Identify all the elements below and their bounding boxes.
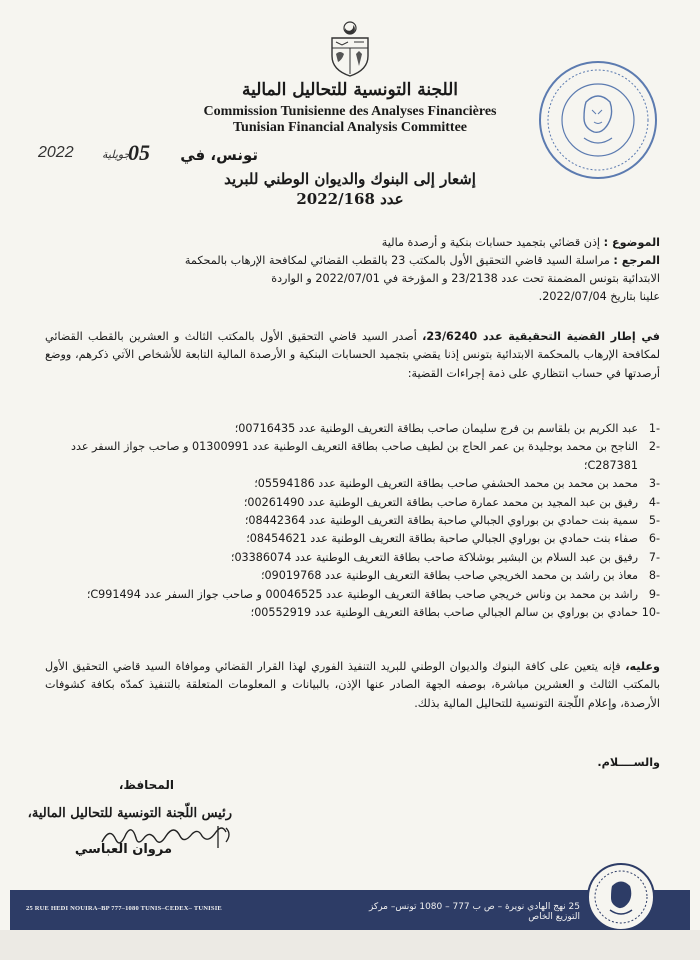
bottom-margin	[0, 930, 700, 960]
reference-cont-1: الابتدائية بتونس المضمنة تحت عدد 23/2138 و المؤرخة في 2022/07/01 و الواردة	[271, 272, 660, 285]
list-item-text: معاذ بن راشد بن محمد الخريجي صاحب بطاقة التعريف الوطنية عدد 09019768؛	[260, 569, 638, 583]
list-item-text: راشد بن محمد بن وناس خريجي صاحب بطاقة التعريف الوطنية عدد 00046525 و صاحب جواز السفر عدد C991494؛	[86, 587, 638, 601]
list-item-number: -6	[648, 532, 660, 546]
intro-text: أصدر السيد قاضي التحقيق الأول بالمكتب الثالث و العشرين بالقطب القضائي لمكافحة الإرهاب بالمحكمة الابتدائية بتونس إذنا يقضي بتجميد الحسابات البنكية و الأرصدة المالية التابعة للأشخاص الآتي ذكرهم، ووضع أرصدتها في حساب انتظاري على ذمة إجراءات القضية:	[45, 330, 660, 380]
subject-label: الموضوع :	[603, 236, 660, 249]
list-item-number: -2	[648, 440, 660, 454]
reference-text: مراسلة السيد قاضي التحقيق الأول بالمكتب 23 بالقطب القضائي لمكافحة الإرهاب بالمحكمة	[184, 254, 610, 267]
list-item-number: -10	[641, 606, 660, 620]
list-item-number: -3	[648, 477, 660, 491]
signatory-name: مروان العباسي	[74, 842, 172, 857]
intro-lead: في إطار القضية التحقيقية عدد 23/6240،	[422, 330, 660, 343]
list-item	[45, 530, 660, 548]
list-item-text: رفيق بن عبد المجيد بن محمد عمارة صاحب بطاقة التعريف الوطنية عدد 00261490؛	[243, 495, 638, 509]
date-place: تونس، في	[180, 146, 258, 164]
notice-title: إشعار إلى البنوك والديوان الوطني للبريد	[224, 170, 476, 188]
footer-seal-icon	[586, 862, 656, 932]
list-item-text: الناجح بن محمد بوجليدة بن عمر الحاج بن لطيف صاحب بطاقة التعريف الوطنية عدد 01300991 و صاحب جواز السفر عدد C287381؛	[70, 440, 638, 472]
list-item	[45, 512, 660, 530]
letter-date	[38, 140, 258, 168]
footer-address-french: 25 RUE HEDI NOUIRA–BP 777–1080 TUNIS–CEDEX– TUNISIE	[26, 905, 222, 912]
list-item	[45, 420, 660, 438]
list-item	[45, 494, 660, 512]
list-item-text: عبد الكريم بن بلقاسم بن فرج سليمان صاحب بطاقة التعريف الوطنية عدد 00716435؛	[234, 422, 638, 435]
list-item-text: صفاء بنت حمادي بن بوراوي الجبالي صاحبة بطاقة التعريف الوطنية عدد 08454621؛	[246, 532, 638, 546]
subject-text: إذن قضائي بتجميد حسابات بنكية و أرصدة مالية	[381, 236, 601, 249]
date-year: 2022	[38, 144, 74, 161]
committee-name-arabic: اللجنة التونسية للتحاليل المالية	[241, 80, 459, 100]
list-item-number: -7	[648, 550, 660, 564]
intro-paragraph	[45, 328, 660, 383]
list-item-number: -1	[648, 422, 660, 435]
reference-cont-2: علينا بتاريخ 2022/07/04.	[538, 290, 660, 304]
list-item	[45, 475, 660, 493]
conclusion-lead: وعليه،	[625, 660, 660, 673]
date-month: جويلية	[102, 148, 131, 161]
reference-label: المرجع :	[613, 254, 660, 267]
tunisia-emblem-icon	[326, 20, 374, 78]
list-item	[45, 549, 660, 567]
list-item	[45, 586, 660, 604]
closing-greeting: والســــلام.	[597, 756, 660, 769]
conclusion-paragraph	[45, 658, 660, 713]
list-item-number: -8	[648, 569, 660, 583]
list-item-text: رفيق بن عبد السلام بن البشير بوشلاكة صاحب بطاقة التعريف الوطنية عدد 03386074؛	[230, 550, 638, 564]
committee-name-french: Commission Tunisienne des Analyses Financières	[203, 104, 497, 119]
reference-continuation	[45, 270, 660, 307]
list-item	[45, 567, 660, 585]
list-item-text: حمادي بن بوراوي بن سالم الجبالي صاحب بطاقة التعريف الوطنية عدد 00552919؛	[250, 606, 638, 620]
official-seal-stamp	[536, 58, 660, 182]
signatory-role: رئيس اللّجنة التونسية للتحاليل المالية،	[27, 806, 232, 821]
footer-address-arabic: 25 نهج الهادي نويرة – ص ب 777 – 1080 تونس– مركز التوزيع الخاص	[368, 902, 580, 922]
list-item-text: سمية بنت حمادي بن بوراوي الجبالي صاحبة بطاقة التعريف الوطنية عدد 08442364؛	[244, 514, 638, 528]
list-item-number: -4	[648, 495, 660, 509]
reference-line	[45, 252, 660, 270]
persons-list	[45, 420, 660, 622]
subject-line	[45, 234, 660, 252]
list-item	[45, 438, 660, 475]
date-day: 05	[128, 140, 150, 165]
list-item-number: -9	[648, 587, 660, 601]
notice-number: عدد 2022/168	[296, 190, 404, 208]
list-item-text: محمد بن محمد بن محمد الحشفي صاحب بطاقة التعريف الوطنية عدد 05594186؛	[254, 477, 638, 491]
signatory-title: المحافظ،	[118, 778, 174, 792]
conclusion-text: فإنه يتعين على كافة البنوك والديوان الوطني للبريد التنفيذ الفوري لهذا القرار القضائي وموافاة السيد قاضي التحقيق الأول بالمكتب الثالث و العشرين مباشرة، بوصفه الجهة الصادر عنها الإذن، بالبيانات و المعلومات المتعلقة بالتنفيذ كمدّه بكافة كشوفات الأرصدة، وإعلام اللّجنة التونسية للتحاليل المالية بذلك.	[45, 660, 660, 710]
committee-name-english: Tunisian Financial Analysis Committee	[232, 120, 468, 135]
list-item	[45, 604, 660, 622]
list-item-number: -5	[648, 514, 660, 528]
